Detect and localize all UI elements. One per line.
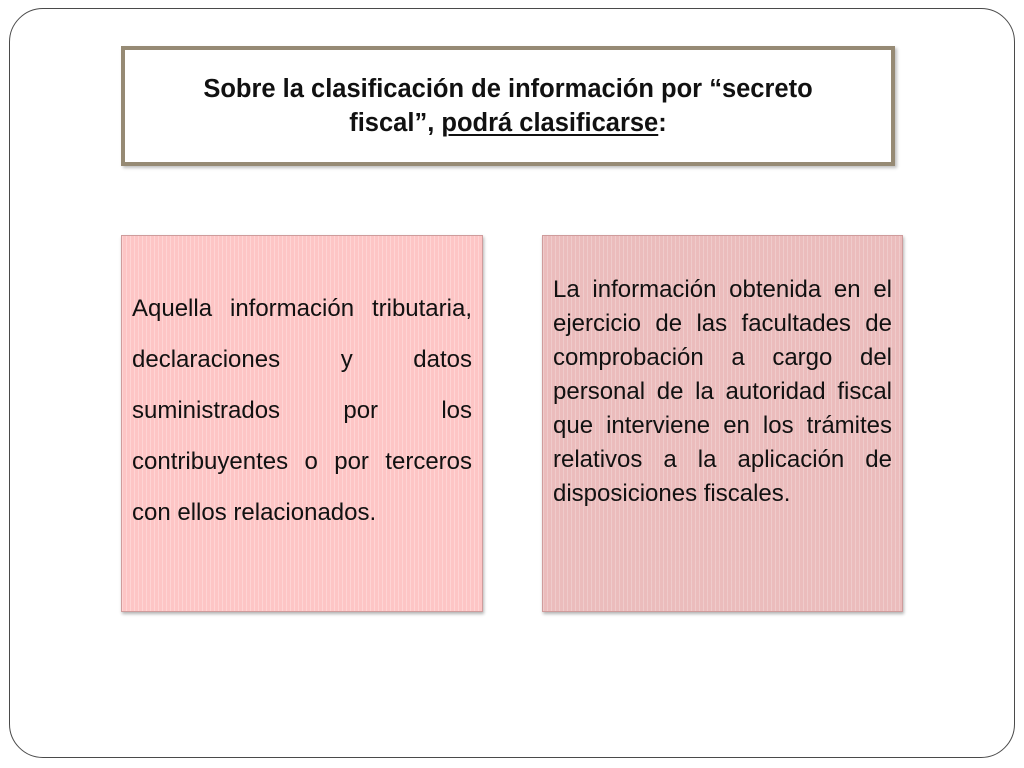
title-part-1: Sobre la clasificación de información por “secreto fiscal”, (203, 75, 813, 137)
title-box (121, 46, 895, 166)
left-card-text: Aquella información tributaria, declaraciones y datos suministrados por los contribuyentes o por terceros con ellos relacionados. (132, 295, 472, 526)
right-card (542, 235, 903, 612)
title-part-2: : (658, 109, 667, 137)
slide-title (125, 72, 891, 140)
left-card (121, 235, 483, 612)
right-card-text: La información obtenida en el ejercicio de las facultades de comprobación a cargo del personal de la autoridad fiscal que interviene en los trámites relativos a la aplicación de disposiciones fiscales. (553, 276, 892, 507)
title-underlined-phrase: podrá clasificarse (441, 109, 659, 137)
